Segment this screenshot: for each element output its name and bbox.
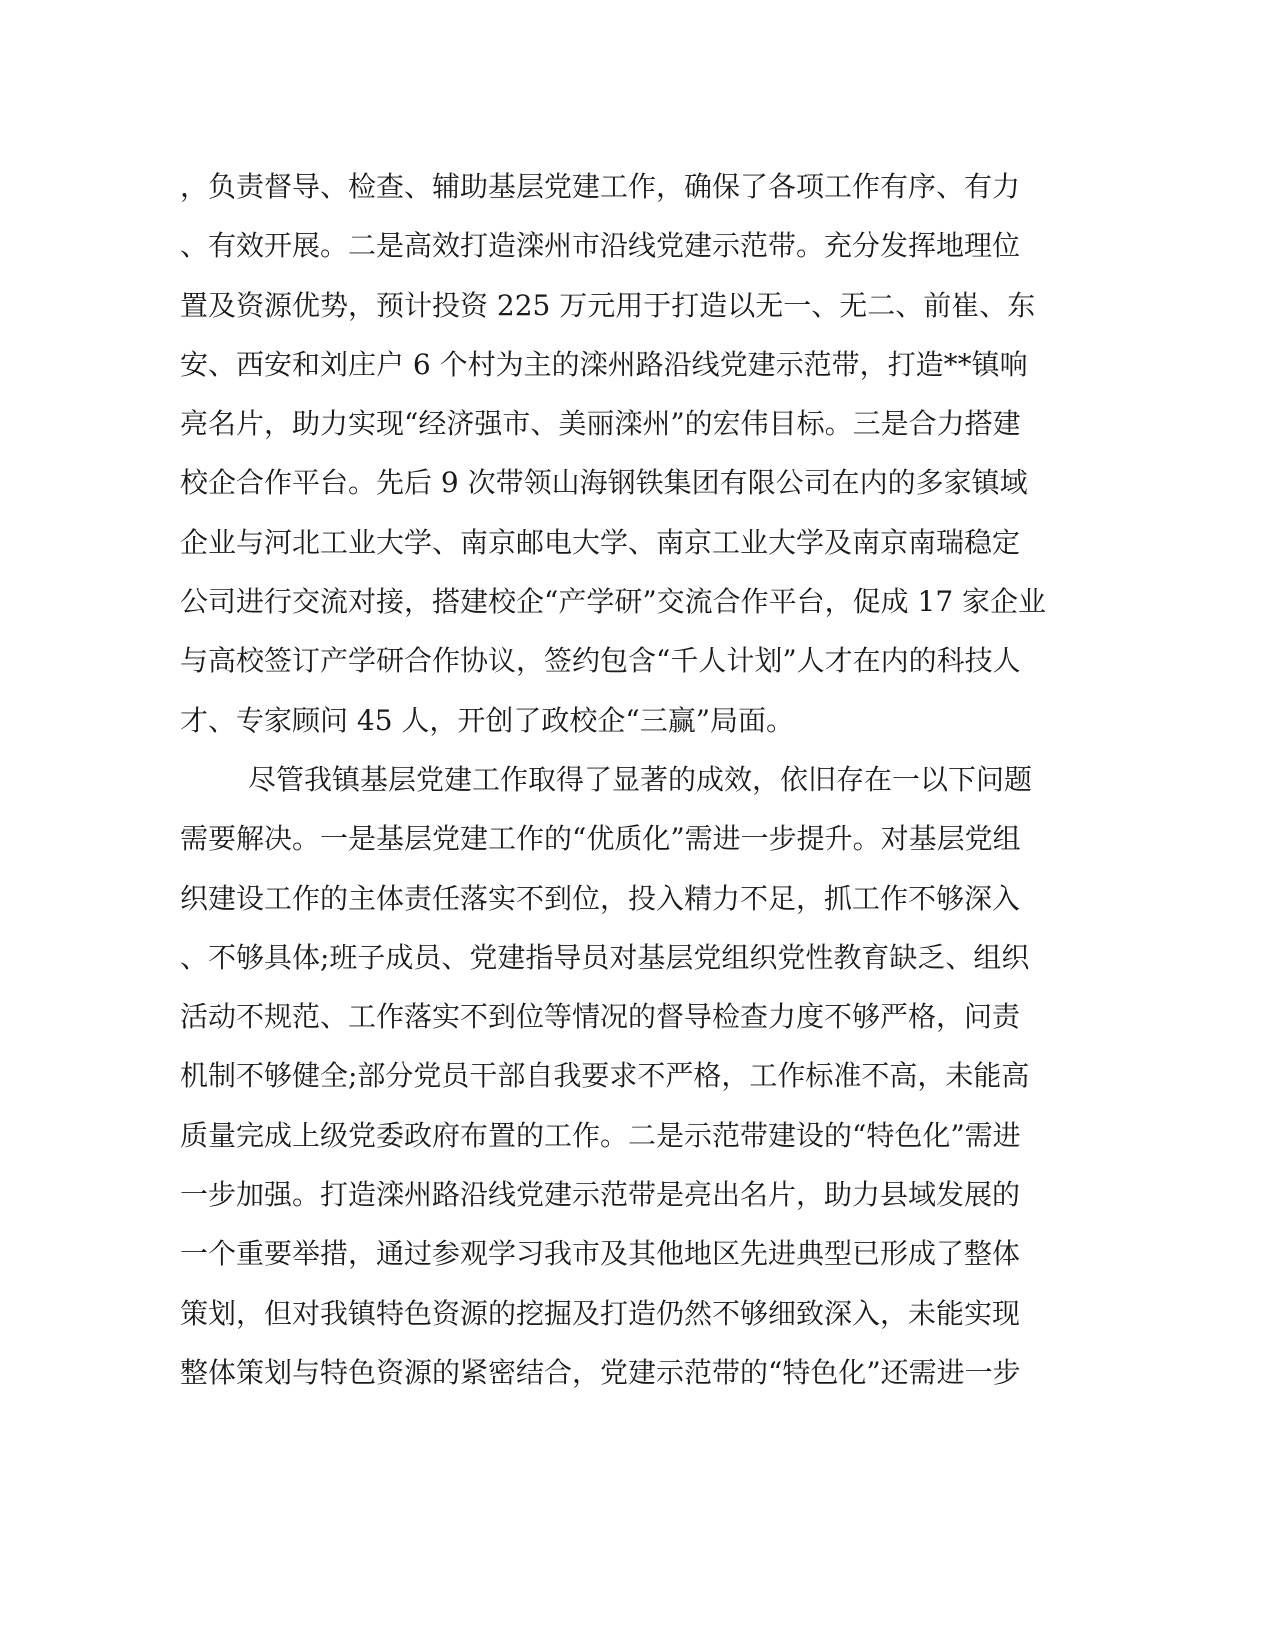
- text-line: 质量完成上级党委政府布置的工作。二是示范带建设的“特色化”需进: [180, 1118, 1021, 1152]
- text-line: 一个重要举措，通过参观学习我市及其他地区先进典型已形成了整体: [180, 1237, 1021, 1271]
- text-line: 需要解决。一是基层党建工作的“优质化”需进一步提升。对基层党组: [180, 822, 1021, 856]
- text-line: 企业与河北工业大学、南京邮电大学、南京工业大学及南京南瑞稳定: [180, 525, 1021, 559]
- text-line: 整体策划与特色资源的紧密结合，党建示范带的“特色化”还需进一步: [180, 1355, 1021, 1389]
- text-line: 置及资源优势，预计投资 225 万元用于打造以无一、无二、前崔、东: [180, 288, 1036, 322]
- text-line: 亮名片，助力实现“经济强市、美丽滦州”的宏伟目标。三是合力搭建: [180, 407, 1021, 441]
- document-body: [180, 157, 1047, 1402]
- text-line: 策划，但对我镇特色资源的挖掘及打造仍然不够细致深入，未能实现: [180, 1296, 1021, 1330]
- text-line: 、有效开展。二是高效打造滦州市沿线党建示范带。充分发挥地理位: [180, 229, 1021, 263]
- text-line: 安、西安和刘庄户 6 个村为主的滦州路沿线党建示范带，打造**镇响: [180, 347, 1028, 381]
- text-line: 织建设工作的主体责任落实不到位，投入精力不足，抓工作不够深入: [180, 881, 1021, 915]
- text-line: ，负责督导、检查、辅助基层党建工作，确保了各项工作有序、有力: [180, 170, 1021, 203]
- text-line: 机制不够健全;部分党员干部自我要求不严格，工作标准不高，未能高: [180, 1059, 1030, 1093]
- text-line: 校企合作平台。先后 9 次带领山海钢铁集团有限公司在内的多家镇域: [180, 466, 1028, 500]
- text-line: 、不够具体;班子成员、党建指导员对基层党组织党性教育缺乏、组织: [180, 940, 1030, 974]
- paragraph-start-line: 尽管我镇基层党建工作取得了显著的成效，依旧存在一以下问题: [248, 762, 1033, 796]
- text-line: 才、专家顾问 45 人，开创了政校企“三赢”局面。: [180, 703, 795, 737]
- text-line: 一步加强。打造滦州路沿线党建示范带是亮出名片，助力县域发展的: [180, 1178, 1021, 1212]
- text-line: 活动不规范、工作落实不到位等情况的督导检查力度不够严格，问责: [180, 1000, 1021, 1034]
- text-line: 公司进行交流对接，搭建校企“产学研”交流合作平台，促成 17 家企业: [180, 585, 1047, 619]
- text-line: 与高校签订产学研合作协议，签约包含“千人计划”人才在内的科技人: [180, 644, 1021, 678]
